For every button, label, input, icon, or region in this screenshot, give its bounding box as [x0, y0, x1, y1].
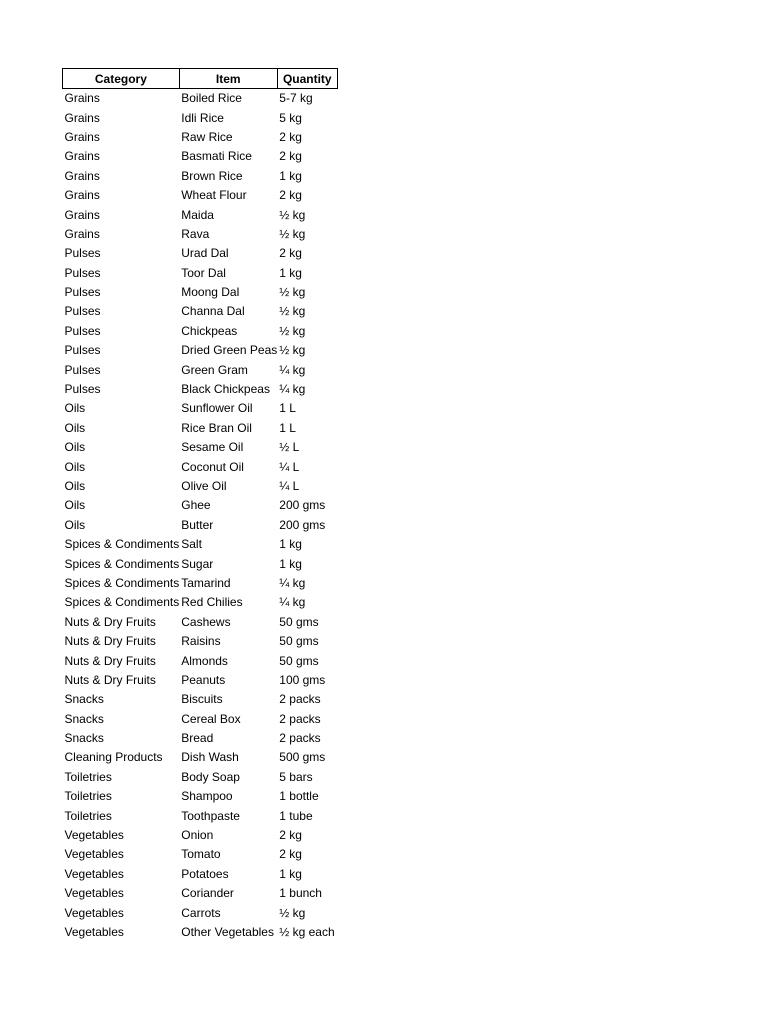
table-row [63, 593, 338, 612]
quantity-cell: 500 gms [279, 750, 326, 765]
category-cell: Vegetables [64, 828, 124, 843]
category-cell: Vegetables [64, 886, 124, 901]
quantity-cell: 50 gms [279, 634, 319, 649]
category-cell: Vegetables [64, 905, 124, 920]
item-cell: Carrots [181, 905, 221, 920]
table-row [63, 554, 338, 573]
quantity-cell: 2 packs [279, 711, 321, 726]
quantity-cell: 2 packs [279, 731, 321, 746]
table-row [63, 147, 338, 166]
item-cell: Sunflower Oil [181, 401, 253, 416]
category-cell: Vegetables [64, 847, 124, 862]
quantity-cell: 1 kg [279, 168, 302, 183]
quantity-cell: 5 bars [279, 769, 313, 784]
item-cell: Red Chilies [181, 595, 243, 610]
category-cell: Oils [64, 459, 86, 474]
item-cell: Coconut Oil [181, 459, 244, 474]
table-row [63, 923, 338, 942]
category-cell: Snacks [64, 731, 104, 746]
table-row [63, 690, 338, 709]
category-cell: Pulses [64, 343, 101, 358]
item-cell: Rice Bran Oil [181, 420, 252, 435]
quantity-cell: ½ kg [279, 226, 306, 241]
category-cell: Pulses [64, 246, 101, 261]
item-cell: Toothpaste [181, 808, 240, 823]
item-cell: Maida [181, 207, 214, 222]
item-cell: Cashews [181, 614, 231, 629]
quantity-cell: 1 L [279, 420, 296, 435]
item-cell: Basmati Rice [181, 149, 252, 164]
table-row [63, 244, 338, 263]
quantity-cell: 50 gms [279, 653, 319, 668]
category-cell: Grains [64, 226, 100, 241]
item-cell: Bread [181, 731, 214, 746]
category-cell: Cleaning Products [64, 750, 163, 765]
grocery-table [62, 68, 338, 942]
quantity-cell: ½ L [279, 440, 300, 455]
quantity-cell: 50 gms [279, 614, 319, 629]
table-row [63, 632, 338, 651]
category-cell: Pulses [64, 362, 101, 377]
quantity-cell: ½ kg [279, 285, 306, 300]
item-cell: Coriander [181, 886, 234, 901]
table-row [63, 128, 338, 147]
category-cell: Oils [64, 401, 86, 416]
quantity-cell: ½ kg [279, 207, 306, 222]
item-cell: Toor Dal [181, 265, 226, 280]
item-cell: Biscuits [181, 692, 223, 707]
table-row [63, 438, 338, 457]
quantity-cell: ½ kg [279, 323, 306, 338]
category-cell: Nuts & Dry Fruits [64, 653, 156, 668]
header-item: Item [179, 69, 277, 89]
item-cell: Raisins [181, 634, 221, 649]
table-row [63, 748, 338, 767]
item-cell: Urad Dal [181, 246, 229, 261]
table-row [63, 516, 338, 535]
table-row [63, 845, 338, 864]
quantity-cell: 1 L [279, 401, 296, 416]
category-cell: Grains [64, 168, 100, 183]
category-cell: Grains [64, 149, 100, 164]
quantity-cell: ¼ L [279, 479, 300, 493]
quantity-cell: 2 packs [279, 692, 321, 707]
item-cell: Idli Rice [181, 110, 224, 125]
table-row [63, 865, 338, 884]
category-cell: Nuts & Dry Fruits [64, 614, 156, 629]
category-cell: Oils [64, 517, 86, 532]
table-row [63, 826, 338, 845]
table-row [63, 884, 338, 903]
table-row [63, 787, 338, 806]
item-cell: Body Soap [181, 769, 240, 784]
category-cell: Snacks [64, 711, 104, 726]
category-cell: Toiletries [64, 808, 112, 823]
quantity-cell: 2 kg [279, 149, 302, 164]
quantity-cell: 1 tube [279, 808, 313, 823]
category-cell: Snacks [64, 692, 104, 707]
category-cell: Oils [64, 498, 86, 513]
table-row [63, 167, 338, 186]
category-cell: Nuts & Dry Fruits [64, 634, 156, 649]
item-cell: Cereal Box [181, 711, 241, 726]
item-cell: Black Chickpeas [181, 382, 270, 397]
item-cell: Tamarind [181, 575, 231, 590]
item-cell: Boiled Rice [181, 91, 242, 106]
table-row [63, 496, 338, 515]
category-cell: Vegetables [64, 866, 124, 881]
quantity-cell: 1 bottle [279, 789, 319, 804]
table-row [63, 671, 338, 690]
quantity-cell: 5 kg [279, 110, 302, 125]
table-row [63, 380, 338, 399]
category-cell: Pulses [64, 285, 101, 300]
table-row [63, 768, 338, 787]
table-row [63, 535, 338, 554]
item-cell: Channa Dal [181, 304, 245, 319]
category-cell: Spices & Condiments [64, 575, 180, 590]
item-cell: Butter [181, 517, 214, 532]
category-cell: Grains [64, 110, 100, 125]
item-cell: Sesame Oil [181, 440, 244, 455]
quantity-cell: 1 kg [279, 265, 302, 280]
quantity-cell: 2 kg [279, 828, 302, 843]
header-row [63, 69, 338, 89]
category-cell: Oils [64, 479, 86, 493]
quantity-cell: 1 kg [279, 556, 302, 571]
quantity-cell: 1 bunch [279, 886, 322, 901]
quantity-cell: ½ kg each [279, 924, 335, 939]
category-cell: Pulses [64, 382, 101, 397]
quantity-cell: 2 kg [279, 129, 302, 144]
quantity-cell: 2 kg [279, 188, 302, 203]
item-cell: Other Vegetables [181, 924, 274, 939]
table-row [63, 322, 338, 341]
table-row [63, 651, 338, 670]
quantity-cell: 5-7 kg [279, 91, 313, 106]
quantity-cell: 200 gms [279, 498, 326, 513]
category-cell: Spices & Condiments [64, 595, 180, 610]
table-row [63, 89, 338, 109]
quantity-cell: ¼ L [279, 459, 300, 474]
item-cell: Dried Green Peas [181, 343, 278, 358]
category-cell: Grains [64, 188, 100, 203]
quantity-cell: ¼ kg [279, 575, 306, 590]
quantity-cell: 100 gms [279, 672, 326, 687]
quantity-cell: ¼ kg [279, 382, 306, 397]
item-cell: Potatoes [181, 866, 229, 881]
quantity-cell: 1 kg [279, 537, 302, 552]
quantity-cell: 2 kg [279, 246, 302, 261]
quantity-cell: 200 gms [279, 517, 326, 532]
category-cell: Oils [64, 420, 86, 435]
table-row [63, 710, 338, 729]
quantity-cell: 1 kg [279, 866, 302, 881]
category-cell: Vegetables [64, 924, 124, 939]
quantity-cell: ½ kg [279, 304, 306, 319]
table-row [63, 264, 338, 283]
table-row [63, 806, 338, 825]
item-cell: Brown Rice [181, 168, 243, 183]
table-row [63, 283, 338, 302]
item-cell: Almonds [181, 653, 228, 668]
item-cell: Wheat Flour [181, 188, 247, 203]
category-cell: Pulses [64, 304, 101, 319]
table-row [63, 903, 338, 922]
table-row [63, 186, 338, 205]
category-cell: Grains [64, 207, 100, 222]
item-cell: Sugar [181, 556, 214, 571]
item-cell: Rava [181, 226, 210, 241]
item-cell: Tomato [181, 847, 221, 862]
item-cell: Dish Wash [181, 750, 239, 765]
item-cell: Green Gram [181, 362, 248, 377]
quantity-cell: ¼ kg [279, 362, 306, 377]
table-row [63, 729, 338, 748]
item-cell: Raw Rice [181, 129, 233, 144]
grocery-sheet [62, 68, 338, 942]
quantity-cell: ½ kg [279, 905, 306, 920]
item-cell: Ghee [181, 498, 211, 513]
category-cell: Toiletries [64, 789, 112, 804]
category-cell: Spices & Condiments [64, 537, 180, 552]
table-row [63, 205, 338, 224]
item-cell: Salt [181, 537, 202, 552]
quantity-cell: ¼ kg [279, 595, 306, 610]
table-row [63, 225, 338, 244]
table-row [63, 399, 338, 418]
table-row [63, 477, 338, 496]
category-cell: Grains [64, 129, 100, 144]
header-category: Category [63, 69, 180, 89]
category-cell: Pulses [64, 323, 101, 338]
table-row [63, 108, 338, 127]
table-row [63, 419, 338, 438]
category-cell: Grains [64, 91, 100, 106]
item-cell: Chickpeas [181, 323, 238, 338]
table-row [63, 302, 338, 321]
category-cell: Nuts & Dry Fruits [64, 672, 156, 687]
table-row [63, 613, 338, 632]
item-cell: Olive Oil [181, 479, 227, 493]
category-cell: Spices & Condiments [64, 556, 180, 571]
category-cell: Pulses [64, 265, 101, 280]
table-row [63, 457, 338, 476]
quantity-cell: 2 kg [279, 847, 302, 862]
item-cell: Moong Dal [181, 285, 240, 300]
table-row [63, 574, 338, 593]
header-quantity: Quantity [277, 69, 337, 89]
item-cell: Onion [181, 828, 214, 843]
table-row [63, 341, 338, 360]
table-row [63, 360, 338, 379]
item-cell: Shampoo [181, 789, 233, 804]
quantity-cell: ½ kg [279, 343, 306, 358]
category-cell: Toiletries [64, 769, 112, 784]
item-cell: Peanuts [181, 672, 226, 687]
category-cell: Oils [64, 440, 86, 455]
